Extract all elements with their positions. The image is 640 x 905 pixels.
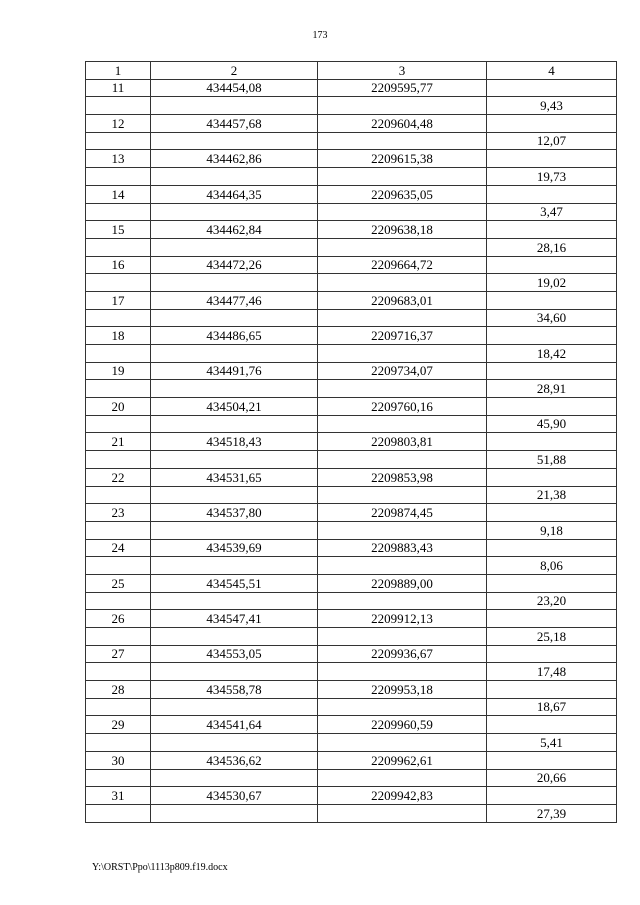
table-cell [487, 79, 617, 97]
table-row [86, 221, 617, 239]
table-cell [487, 256, 617, 274]
table-cell [487, 610, 617, 628]
table-cell [86, 698, 151, 716]
table-cell [487, 539, 617, 557]
table-cell [487, 327, 617, 345]
table-row [86, 398, 617, 416]
table-cell: 434531,65 [151, 468, 318, 486]
table-cell: 26 [86, 610, 151, 628]
table-cell: 434491,76 [151, 362, 318, 380]
table-cell: 2209760,16 [318, 398, 487, 416]
table-cell: 18 [86, 327, 151, 345]
table-cell: 13 [86, 150, 151, 168]
table-body [86, 62, 617, 823]
table-cell [86, 309, 151, 327]
table-cell [318, 451, 487, 469]
table-cell: 21,38 [487, 486, 617, 504]
table-cell: 17 [86, 291, 151, 309]
table-cell: 434462,84 [151, 221, 318, 239]
table-row [86, 150, 617, 168]
table-cell [86, 203, 151, 221]
table-cell [151, 486, 318, 504]
table-row [86, 592, 617, 610]
table-cell [151, 309, 318, 327]
table-row [86, 433, 617, 451]
table-cell [151, 628, 318, 646]
table-row [86, 610, 617, 628]
table-cell: 434545,51 [151, 574, 318, 592]
table-cell: 2209960,59 [318, 716, 487, 734]
table-cell [318, 769, 487, 787]
table-row [86, 327, 617, 345]
table-row [86, 539, 617, 557]
table-row [86, 115, 617, 133]
table-cell: 2209604,48 [318, 115, 487, 133]
table-header-row [86, 62, 617, 80]
table-cell [487, 398, 617, 416]
table-cell [86, 274, 151, 292]
table-cell: 434536,62 [151, 751, 318, 769]
column-header-1: 1 [86, 62, 151, 80]
table-cell [86, 628, 151, 646]
table-cell [487, 574, 617, 592]
table-cell: 14 [86, 185, 151, 203]
table-cell [487, 681, 617, 699]
table-cell [318, 345, 487, 363]
table-cell: 434472,26 [151, 256, 318, 274]
table-cell [151, 769, 318, 787]
table-cell [86, 415, 151, 433]
table-cell: 29 [86, 716, 151, 734]
table-row [86, 681, 617, 699]
table-cell [318, 132, 487, 150]
table-row [86, 132, 617, 150]
table-row [86, 769, 617, 787]
table-cell [151, 415, 318, 433]
table-cell [151, 345, 318, 363]
table-cell: 23,20 [487, 592, 617, 610]
page-number: 173 [312, 30, 328, 41]
table-row [86, 345, 617, 363]
table-cell [487, 362, 617, 380]
table-cell: 51,88 [487, 451, 617, 469]
table-cell: 30 [86, 751, 151, 769]
table-cell: 434553,05 [151, 645, 318, 663]
table-cell: 22 [86, 468, 151, 486]
table-cell [487, 115, 617, 133]
table-cell: 45,90 [487, 415, 617, 433]
table-cell: 2209889,00 [318, 574, 487, 592]
table-cell: 15 [86, 221, 151, 239]
table-cell [318, 380, 487, 398]
table-cell [151, 698, 318, 716]
table-row [86, 238, 617, 256]
table-row [86, 734, 617, 752]
table-cell: 434537,80 [151, 504, 318, 522]
table-row [86, 468, 617, 486]
table-cell: 2209664,72 [318, 256, 487, 274]
table-cell: 2209883,43 [318, 539, 487, 557]
table-cell: 2209638,18 [318, 221, 487, 239]
table-cell [151, 592, 318, 610]
table-cell: 2209635,05 [318, 185, 487, 203]
table-row [86, 291, 617, 309]
column-header-2: 2 [151, 62, 318, 80]
table-cell [86, 168, 151, 186]
table-cell [318, 97, 487, 115]
table-cell [318, 203, 487, 221]
table-cell: 34,60 [487, 309, 617, 327]
table-row [86, 751, 617, 769]
coordinates-table [85, 61, 617, 823]
table-cell: 434539,69 [151, 539, 318, 557]
table-cell: 3,47 [487, 203, 617, 221]
table-cell [318, 168, 487, 186]
table-cell: 434462,86 [151, 150, 318, 168]
table-cell [86, 521, 151, 539]
table-cell: 5,41 [487, 734, 617, 752]
table-cell [151, 804, 318, 822]
table-cell: 2209595,77 [318, 79, 487, 97]
table-cell [487, 504, 617, 522]
table-cell: 434541,64 [151, 716, 318, 734]
table-cell [151, 734, 318, 752]
table-row [86, 274, 617, 292]
table-cell [86, 804, 151, 822]
table-cell [86, 451, 151, 469]
table-cell [318, 557, 487, 575]
table-cell [487, 751, 617, 769]
table-cell [86, 380, 151, 398]
table-cell: 28,91 [487, 380, 617, 398]
table-cell: 434504,21 [151, 398, 318, 416]
table-cell: 2209803,81 [318, 433, 487, 451]
table-row [86, 645, 617, 663]
table-row [86, 185, 617, 203]
table-cell [487, 787, 617, 805]
table-cell [151, 168, 318, 186]
table-cell: 434457,68 [151, 115, 318, 133]
table-row [86, 362, 617, 380]
table-cell [318, 521, 487, 539]
table-cell [151, 557, 318, 575]
table-cell [86, 238, 151, 256]
table-cell: 23 [86, 504, 151, 522]
table-cell [487, 150, 617, 168]
table-cell: 434518,43 [151, 433, 318, 451]
table-cell: 19 [86, 362, 151, 380]
table-cell [318, 628, 487, 646]
table-cell [151, 451, 318, 469]
table-cell [151, 238, 318, 256]
table-cell: 2209936,67 [318, 645, 487, 663]
table-cell: 434454,08 [151, 79, 318, 97]
table-cell [86, 663, 151, 681]
table-row [86, 380, 617, 398]
table-cell [487, 221, 617, 239]
table-cell [86, 557, 151, 575]
table-row [86, 309, 617, 327]
table-cell [487, 291, 617, 309]
table-row [86, 663, 617, 681]
table-cell [151, 380, 318, 398]
table-cell [86, 486, 151, 504]
table-cell [86, 345, 151, 363]
table-row [86, 628, 617, 646]
table-cell [487, 645, 617, 663]
table-cell [151, 97, 318, 115]
table-cell: 19,02 [487, 274, 617, 292]
table-row [86, 804, 617, 822]
table-cell: 2209874,45 [318, 504, 487, 522]
column-header-3: 3 [318, 62, 487, 80]
table-row [86, 557, 617, 575]
table-cell [318, 486, 487, 504]
table-row [86, 79, 617, 97]
table-cell [86, 592, 151, 610]
table-cell: 434547,41 [151, 610, 318, 628]
table-cell [318, 734, 487, 752]
table-cell [318, 804, 487, 822]
table-cell: 18,42 [487, 345, 617, 363]
table-cell: 2209953,18 [318, 681, 487, 699]
table-cell: 2209683,01 [318, 291, 487, 309]
table-cell: 2209716,37 [318, 327, 487, 345]
table-cell: 9,43 [487, 97, 617, 115]
table-cell [318, 238, 487, 256]
table-cell: 27,39 [487, 804, 617, 822]
table-row [86, 521, 617, 539]
table-cell: 8,06 [487, 557, 617, 575]
table-cell: 2209942,83 [318, 787, 487, 805]
table-cell: 9,18 [487, 521, 617, 539]
table-cell: 2209912,13 [318, 610, 487, 628]
table-cell: 20,66 [487, 769, 617, 787]
table-cell [86, 734, 151, 752]
table-cell: 2209962,61 [318, 751, 487, 769]
table-cell: 24 [86, 539, 151, 557]
table-cell: 434558,78 [151, 681, 318, 699]
table-cell [151, 203, 318, 221]
footer-file-path: Y:\ORST\Ppo\1113p809.f19.docx [92, 862, 228, 873]
table-cell: 25,18 [487, 628, 617, 646]
table-cell: 21 [86, 433, 151, 451]
table-row [86, 574, 617, 592]
table-cell: 12,07 [487, 132, 617, 150]
table-cell [151, 521, 318, 539]
table-cell [318, 698, 487, 716]
table-cell [487, 433, 617, 451]
table-cell: 27 [86, 645, 151, 663]
table-cell [318, 415, 487, 433]
table-cell: 18,67 [487, 698, 617, 716]
table-row [86, 698, 617, 716]
table-row [86, 716, 617, 734]
table-cell [86, 769, 151, 787]
table-cell: 25 [86, 574, 151, 592]
table-cell [86, 132, 151, 150]
column-header-4: 4 [487, 62, 617, 80]
table-cell [151, 132, 318, 150]
table-cell: 2209853,98 [318, 468, 487, 486]
table-cell: 31 [86, 787, 151, 805]
table-row [86, 415, 617, 433]
table-row [86, 256, 617, 274]
table-cell: 2209734,07 [318, 362, 487, 380]
table-row [86, 97, 617, 115]
table-cell: 28,16 [487, 238, 617, 256]
table-row [86, 451, 617, 469]
table-row [86, 486, 617, 504]
table-cell: 16 [86, 256, 151, 274]
table-cell: 434477,46 [151, 291, 318, 309]
table-cell [318, 309, 487, 327]
table-cell [318, 592, 487, 610]
table-cell: 2209615,38 [318, 150, 487, 168]
table-cell [318, 274, 487, 292]
table-cell [487, 468, 617, 486]
table-cell: 11 [86, 79, 151, 97]
table-row [86, 787, 617, 805]
table-cell: 17,48 [487, 663, 617, 681]
table-row [86, 504, 617, 522]
table-cell [86, 97, 151, 115]
table-cell [151, 663, 318, 681]
table-cell [487, 716, 617, 734]
table-cell [151, 274, 318, 292]
table-cell [318, 663, 487, 681]
table-cell [487, 185, 617, 203]
table-cell: 434486,65 [151, 327, 318, 345]
table-cell: 28 [86, 681, 151, 699]
table-cell: 19,73 [487, 168, 617, 186]
table-cell: 434464,35 [151, 185, 318, 203]
table-row [86, 203, 617, 221]
table-cell: 434530,67 [151, 787, 318, 805]
table-row [86, 168, 617, 186]
table-cell: 20 [86, 398, 151, 416]
table-cell: 12 [86, 115, 151, 133]
